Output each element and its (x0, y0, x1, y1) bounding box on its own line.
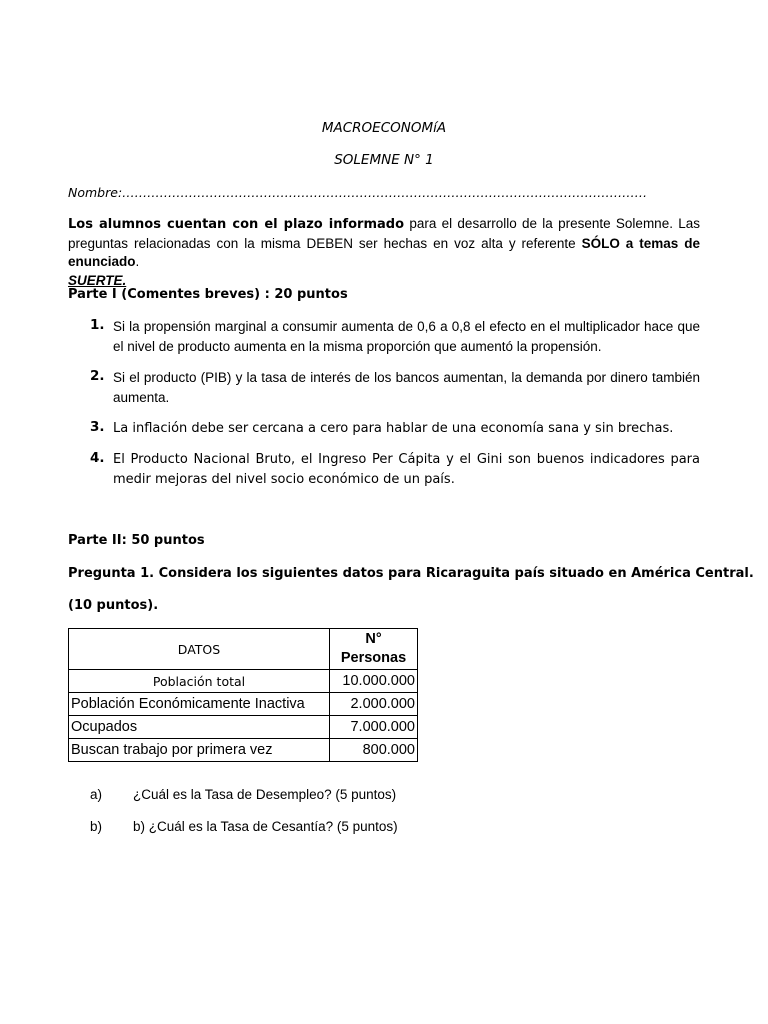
pregunta-1-points: (10 puntos). (68, 598, 159, 613)
subquestion-text: ¿Cuál es la Tasa de Desempleo? (5 puntos) (133, 787, 397, 802)
instructions-paragraph (68, 215, 700, 290)
parte1-question-3 (68, 419, 700, 439)
row-label: Buscan trabajo por primera vez (69, 739, 330, 762)
table-header-row (69, 629, 418, 670)
table-row (69, 670, 418, 693)
instructions-text-2: . (135, 254, 140, 269)
table-row (69, 716, 418, 739)
table-row (69, 693, 418, 716)
document-subtitle: SOLEMNE N° 1 (334, 152, 434, 168)
question-text: La inflación debe ser cercana a cero para hablar de una economía sana y sin brechas. (113, 421, 674, 436)
name-line: Nombre:……………………………………………………………………………………………………………… (68, 185, 648, 200)
instructions-bold-1: Los alumnos cuentan con el plazo informado (68, 217, 405, 232)
question-text: Si la propensión marginal a consumir aumenta de 0,6 a 0,8 el efecto en el multiplicador hace que el nivel de producto aumenta en la misma proporción que aumentó la propensión. (113, 319, 700, 354)
row-value: 800.000 (330, 739, 418, 762)
question-text: Si el producto (PIB) y la tasa de interés de los bancos aumentan, la demanda por dinero también aumenta. (113, 370, 700, 405)
document-title: MACROECONOMíA (321, 120, 447, 136)
row-label: Ocupados (69, 716, 330, 739)
parte1-question-1 (68, 317, 700, 357)
row-label: Población total (69, 670, 330, 693)
parte1-question-2 (68, 368, 700, 408)
document-page (68, 0, 754, 1024)
question-number: 4. (90, 450, 105, 466)
question-number: 1. (90, 317, 105, 333)
question-number: 2. (90, 368, 105, 384)
question-number: 3. (90, 419, 105, 435)
table-header-datos: DATOS (69, 629, 330, 670)
row-value: 2.000.000 (330, 693, 418, 716)
subquestion-letter: a) (90, 787, 103, 802)
pregunta-1-heading: Pregunta 1. Considera los siguientes datos para Ricaraguita país situado en América Central. (68, 566, 754, 581)
parte1-heading: Parte I (Comentes breves) : 20 puntos (68, 287, 348, 302)
suerte-text: SUERTE. (68, 272, 127, 288)
row-value: 7.000.000 (330, 716, 418, 739)
subquestion-letter: b) (90, 819, 103, 834)
row-label: Población Económicamente Inactiva (69, 693, 330, 716)
table-header-personas (330, 629, 418, 670)
data-table (68, 628, 418, 762)
header-n-label: N° (365, 631, 382, 647)
subquestion-text: b) ¿Cuál es la Tasa de Cesantía? (5 puntos) (133, 819, 398, 834)
table-row (69, 739, 418, 762)
parte1-question-4 (68, 450, 700, 490)
instructions-bold-2: SÓLO a temas de enunciado (68, 235, 701, 269)
row-value: 10.000.000 (330, 670, 418, 693)
header-personas-label: Personas (340, 650, 407, 666)
parte2-heading: Parte II: 50 puntos (68, 533, 205, 548)
question-text: El Producto Nacional Bruto, el Ingreso Per Cápita y el Gini son buenos indicadores para medir mejoras del nivel socio económico de un país. (113, 452, 700, 487)
instructions-text-1: para el desarrollo de la presente Solemne. Las preguntas relacionadas con la misma DEBEN ser hechas en voz alta y referente (68, 216, 701, 251)
